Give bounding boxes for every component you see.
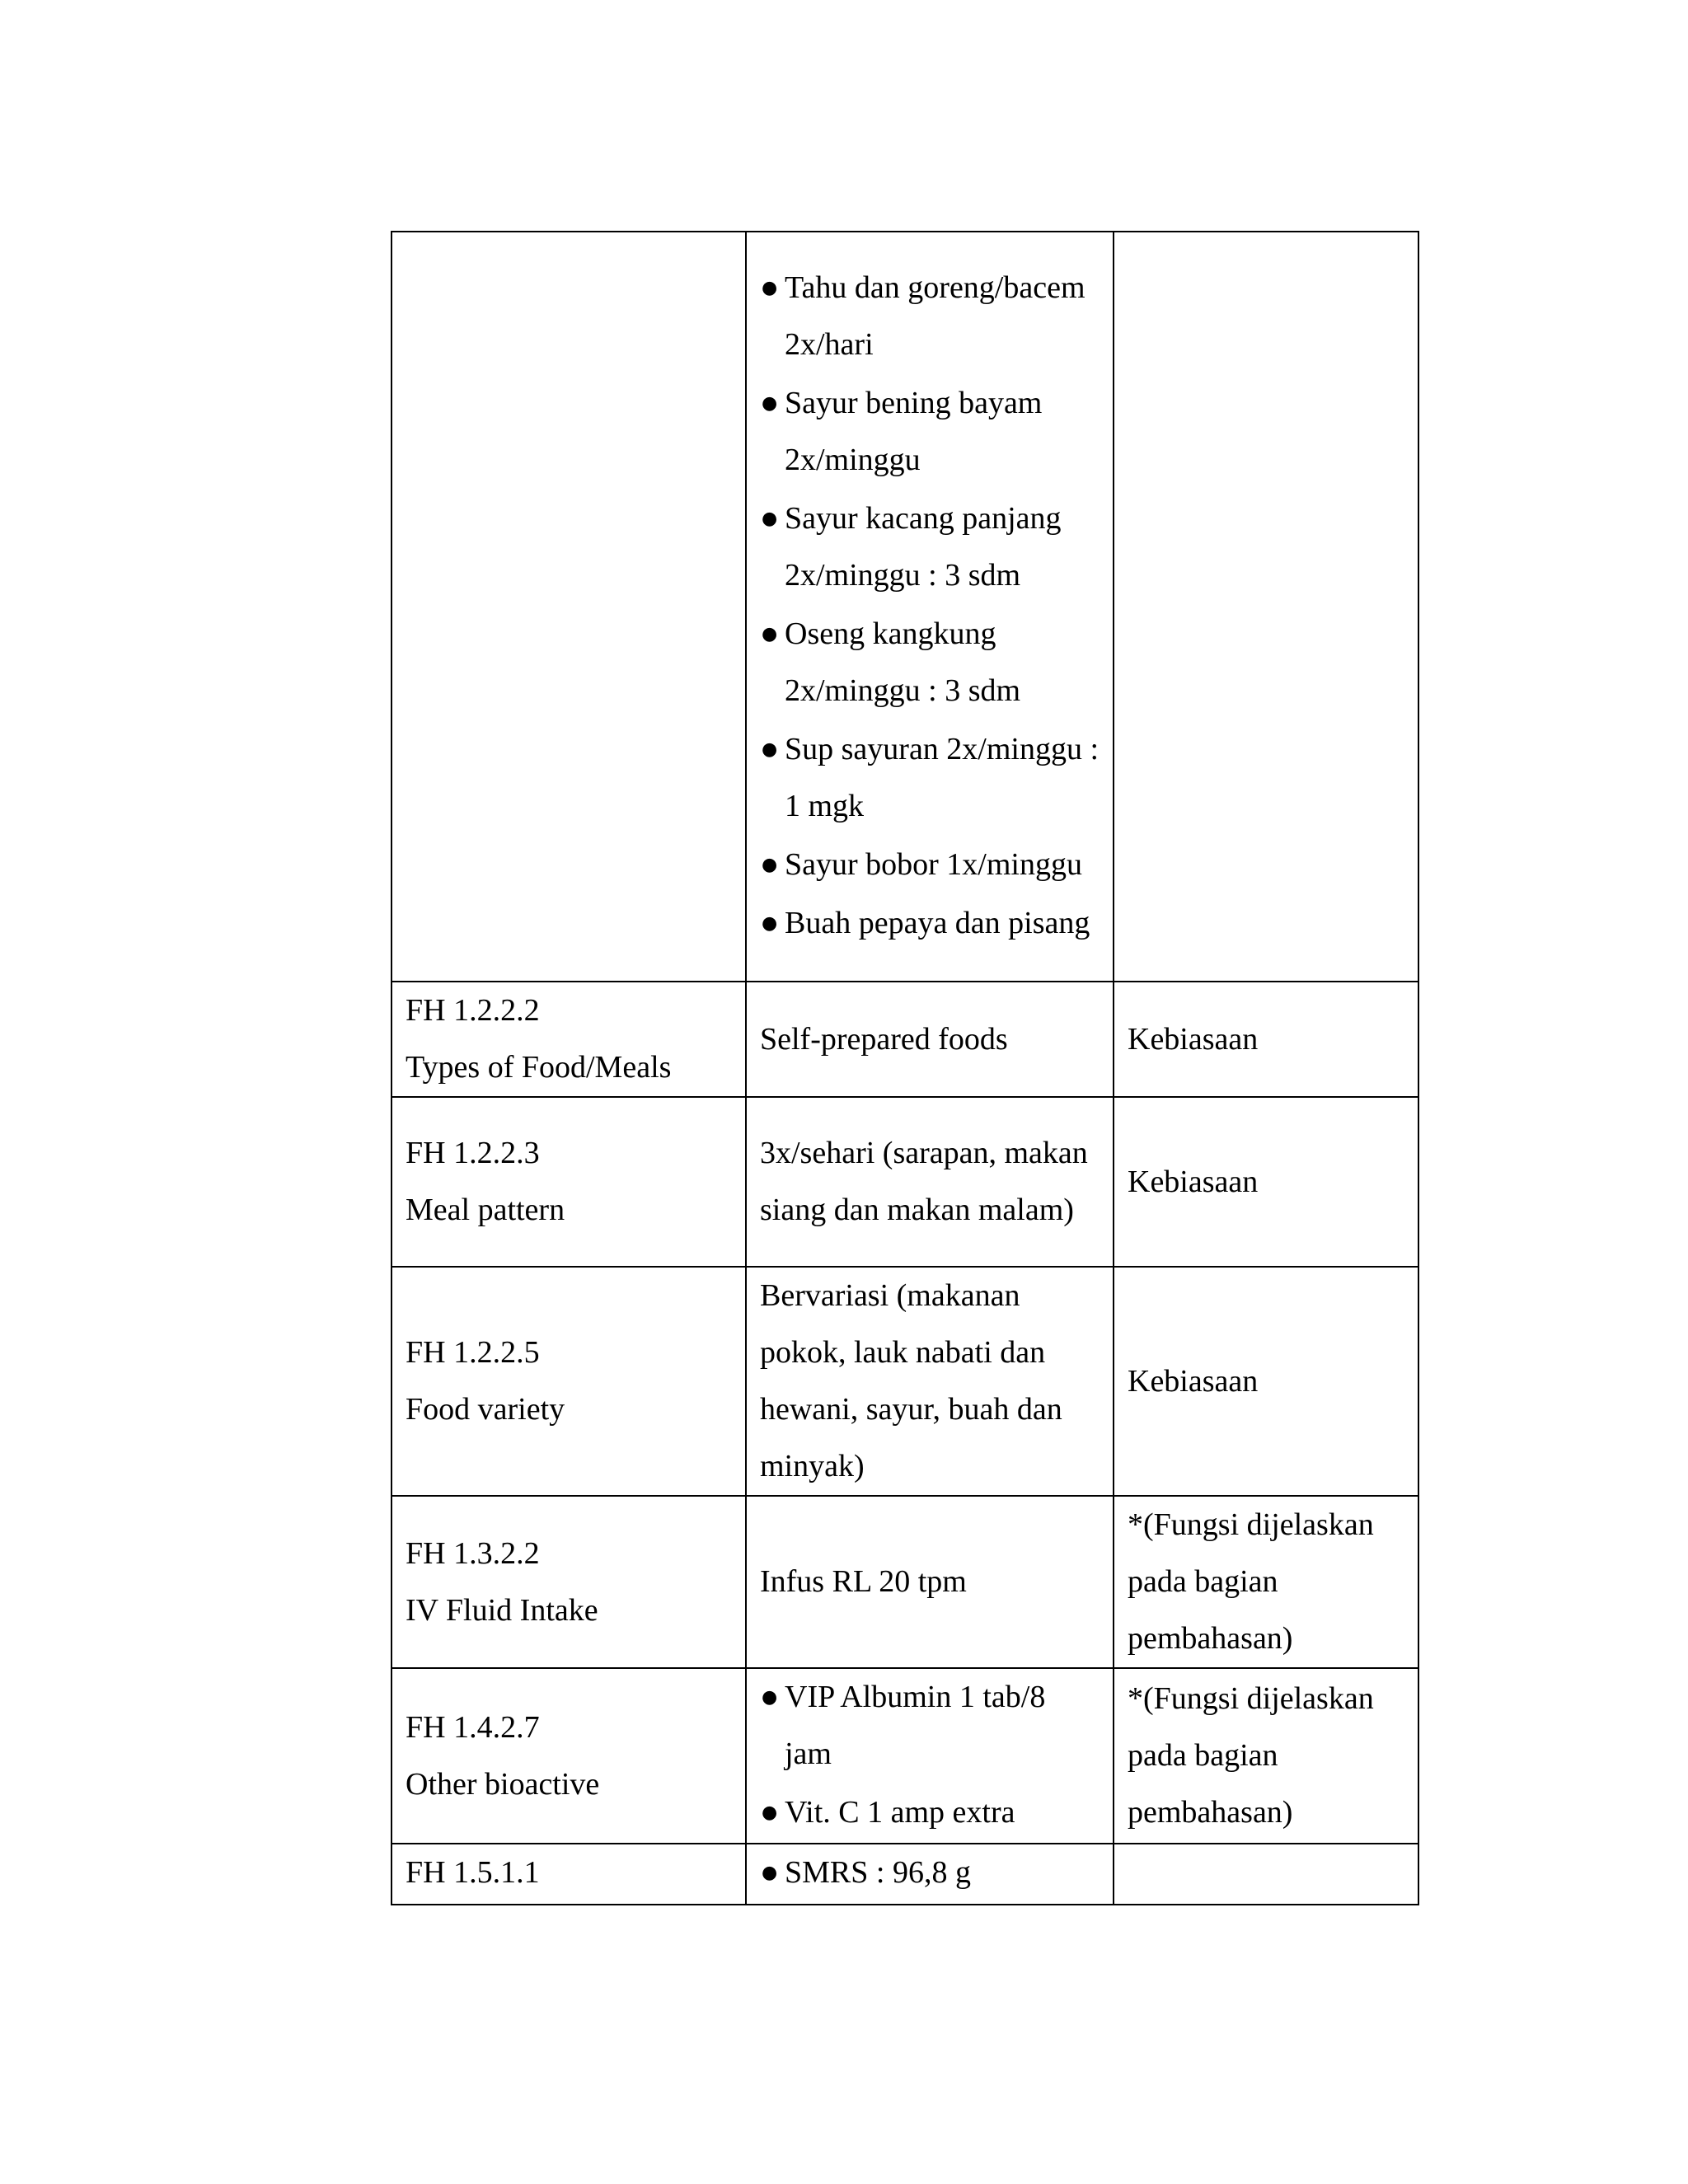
row-note: *(Fungsi dijelaskan pada bagian pembahasan) (1128, 1507, 1374, 1656)
row-value: Infus RL 20 tpm (760, 1564, 967, 1599)
table-row (392, 982, 1418, 1097)
note-cell (1114, 1844, 1418, 1905)
bullet-icon: ● (762, 1802, 778, 1823)
row-code: FH 1.4.2.7 (406, 1709, 540, 1745)
bullet-icon: ● (762, 393, 778, 414)
bullet-icon: ● (762, 1863, 778, 1883)
row-note: Kebiasaan (1128, 1021, 1259, 1057)
list-item: ● Buah pepaya dan pisang (760, 895, 1100, 952)
note-cell (1114, 232, 1418, 982)
note-cell (1114, 1267, 1418, 1496)
value-cell (746, 232, 1114, 982)
note-cell (1114, 1668, 1418, 1844)
value-cell (746, 1668, 1114, 1844)
table-row (392, 1668, 1418, 1844)
code-cell (392, 1668, 746, 1844)
row-label: Meal pattern (406, 1193, 565, 1227)
value-cell (746, 1097, 1114, 1267)
row-note: *(Fungsi dijelaskan pada bagian pembahasan) (1128, 1681, 1374, 1830)
code-cell (392, 1267, 746, 1496)
row-code: FH 1.2.2.2 (406, 993, 540, 1028)
value-cell (746, 1844, 1114, 1905)
table-row (392, 1496, 1418, 1668)
value-cell (746, 1496, 1114, 1668)
list-item: ● VIP Albumin 1 tab/8 jam (760, 1669, 1100, 1783)
smrs-list (760, 1844, 1100, 1901)
bullet-icon: ● (762, 624, 778, 644)
bullet-icon: ● (762, 1687, 778, 1708)
bullet-icon: ● (762, 509, 778, 529)
row-label: IV Fluid Intake (406, 1592, 598, 1628)
code-cell (392, 232, 746, 982)
note-cell (1114, 982, 1418, 1097)
table-row (392, 1097, 1418, 1267)
table-row (392, 232, 1418, 982)
row-note: Kebiasaan (1128, 1164, 1259, 1199)
list-item: ● Sayur kacang panjang 2x/minggu : 3 sdm (760, 490, 1100, 604)
row-code: FH 1.3.2.2 (406, 1535, 540, 1571)
row-value: Bervariasi (makanan pokok, lauk nabati dan hewani, sayur, buah dan minyak) (760, 1278, 1062, 1483)
food-list (760, 260, 1100, 952)
value-cell (746, 982, 1114, 1097)
table-row (392, 1844, 1418, 1905)
list-item: ● Sayur bening bayam 2x/minggu (760, 375, 1100, 489)
table-row (392, 1267, 1418, 1496)
row-label: Types of Food/Meals (406, 1050, 672, 1085)
assessment-table (391, 231, 1419, 1905)
bullet-icon: ● (762, 278, 778, 298)
list-item: ● Tahu dan goreng/bacem 2x/hari (760, 260, 1100, 373)
row-label: Food variety (406, 1392, 565, 1427)
row-code: FH 1.5.1.1 (406, 1855, 540, 1890)
row-value: 3x/sehari (sarapan, makan siang dan makan malam) (760, 1136, 1088, 1227)
list-item: ● Oseng kangkung 2x/minggu : 3 sdm (760, 606, 1100, 719)
list-item: ● Sayur bobor 1x/minggu (760, 837, 1100, 893)
code-cell (392, 1097, 746, 1267)
code-cell (392, 1844, 746, 1905)
row-note: Kebiasaan (1128, 1363, 1259, 1399)
list-item: ● SMRS : 96,8 g (760, 1844, 1100, 1901)
code-cell (392, 1496, 746, 1668)
list-item: ● Sup sayuran 2x/minggu : 1 mgk (760, 721, 1100, 835)
note-cell (1114, 1496, 1418, 1668)
row-value: Self-prepared foods (760, 1021, 1008, 1057)
code-cell (392, 982, 746, 1097)
row-label: Other bioactive (406, 1766, 600, 1802)
bullet-icon: ● (762, 913, 778, 934)
bullet-icon: ● (762, 739, 778, 760)
note-cell (1114, 1097, 1418, 1267)
row-code: FH 1.2.2.5 (406, 1335, 540, 1370)
list-item: ● Vit. C 1 amp extra (760, 1784, 1100, 1841)
row-code: FH 1.2.2.3 (406, 1136, 540, 1170)
bullet-icon: ● (762, 855, 778, 875)
value-cell (746, 1267, 1114, 1496)
bioactive-list (760, 1669, 1100, 1841)
